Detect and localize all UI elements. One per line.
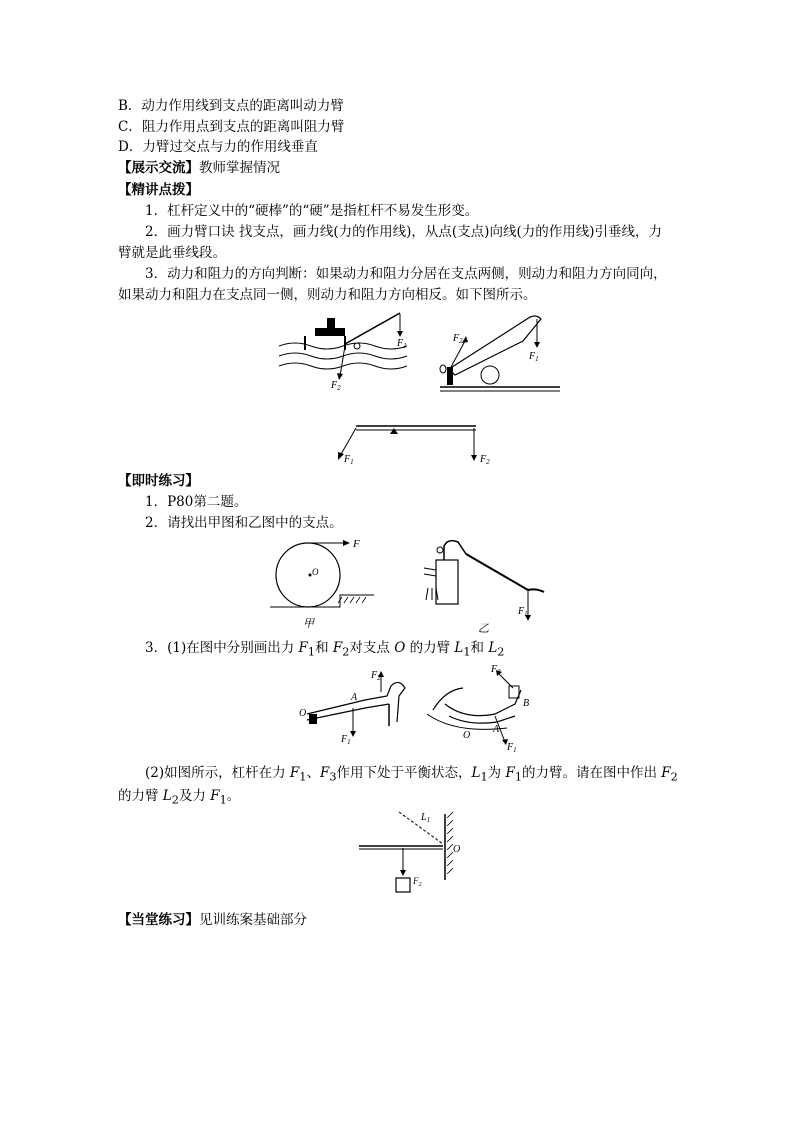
figure-nail-puller <box>435 305 565 397</box>
crowbar-f2: $F_2$ <box>331 380 341 390</box>
figure-leg <box>425 660 540 752</box>
pump-f1: $F_1$ <box>518 606 528 618</box>
practice-q2: 2．请找出甲图和乙图中的支点。 <box>145 515 343 531</box>
leg-f1: $F_1$ <box>507 742 517 752</box>
practice-tag: 【即时练习】 <box>118 473 199 489</box>
option-b: B．动力作用线到支点的距离叫动力臂 <box>118 98 344 114</box>
practice-q4a: (2)如图所示，杠杆在力 $F_1$、$F_3$作用下处于平衡状态，$L_1$为 $F_1$的力臂。请在图中作出 $F_2$ <box>145 765 678 784</box>
crowbar-f1: $F_1$ <box>397 338 407 350</box>
show-tag: 【展示交流】 <box>118 160 199 176</box>
explain-p1: 1．杠杆定义中的“硬棒”的“硬”是指杠杆不易发生形变。 <box>145 203 479 219</box>
wheel-o: O <box>312 567 319 577</box>
lever-f2: $F_2$ <box>480 454 490 466</box>
wheel-f: F <box>353 538 360 550</box>
figure-lever <box>330 418 510 470</box>
yi-label: 乙 <box>478 623 489 634</box>
explain-p2a: 2．画力臂口诀 找支点，画力线(力的作用线)，从点(支点)向线(力的作用线)引垂线，力 <box>145 224 662 240</box>
practice-q3: 3．(1)在图中分别画出力 $F_1$和 $F_2$对支点 O 的力臂 $L_1$和 $L_2$ <box>145 640 505 659</box>
show-exchange <box>118 158 678 178</box>
leg-b: B <box>523 698 530 709</box>
figure-crowbar <box>275 308 415 390</box>
class-practice <box>118 910 678 930</box>
option-c: C．阻力作用点到支点的距离叫阻力臂 <box>118 119 345 135</box>
wall-l1: $L_1$ <box>421 812 431 824</box>
explain-p3b: 如果动力和阻力在支点同一侧，则动力和阻力方向相反。如下图所示。 <box>118 287 537 303</box>
class-practice-tag: 【当堂练习】 <box>118 912 199 928</box>
pushup-a: A <box>351 692 358 703</box>
practice-q4b: 的力臂 $L_2$及力 $F_1$。 <box>118 788 241 807</box>
wall-f2: $F_2$ <box>413 876 422 888</box>
pushup-f1: $F_1$ <box>341 734 351 746</box>
puller-f1: $F_1$ <box>529 351 539 363</box>
lever-f1: $F_1$ <box>344 454 354 466</box>
practice-q1: 1．P80第二题。 <box>145 494 248 510</box>
figure-pushup <box>295 664 420 748</box>
option-d: D．力臂过交点与力的作用线垂直 <box>118 139 318 155</box>
leg-a: A <box>493 724 500 735</box>
pushup-f2: $F_2$ <box>371 670 381 682</box>
leg-f2: $F_2$ <box>491 664 501 676</box>
pushup-o: O <box>299 708 307 719</box>
class-practice-text: 见训练案基础部分 <box>199 912 307 928</box>
jia-label: 甲 <box>303 618 314 630</box>
puller-f2: $F_2$ <box>453 333 463 345</box>
explain-tag: 【精讲点拨】 <box>118 182 199 198</box>
figure-wall-lever <box>355 810 495 904</box>
leg-o: O <box>463 730 471 741</box>
explain-p3a: 3．动力和阻力的方向判断：如果动力和阻力分居在支点两侧，则动力和阻力方向同向， <box>145 266 667 282</box>
wall-o: O <box>453 844 461 855</box>
show-text: 教师掌握情况 <box>199 160 280 176</box>
explain-p2b: 臂就是此垂线段。 <box>118 245 226 261</box>
figure-jia-wheel <box>270 535 380 633</box>
figure-yi-pump <box>410 530 560 634</box>
